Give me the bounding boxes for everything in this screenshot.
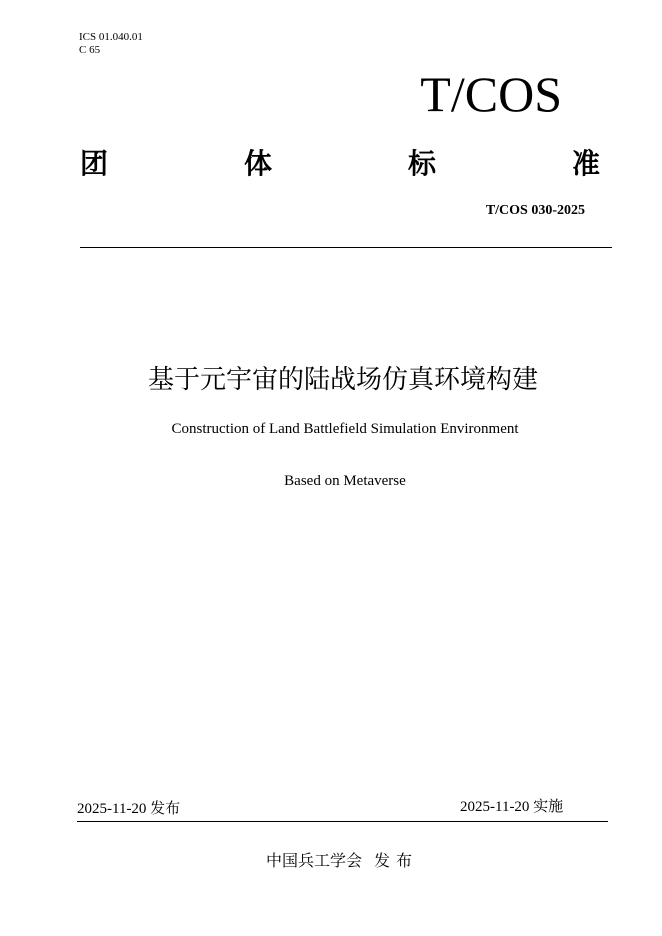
standard-type-char: 准 <box>571 147 600 180</box>
publisher-name: 中国兵工学会 <box>265 851 362 870</box>
document-title-english-line1: Construction of Land Battlefield Simulation Environment <box>171 421 519 437</box>
publisher <box>0 851 662 871</box>
standard-type-char: 体 <box>243 147 272 180</box>
ccs-code: C 65 <box>79 44 101 56</box>
issue-date: 2025-11-20 发布 <box>77 801 181 817</box>
standard-type-char: 团 <box>80 147 109 180</box>
document-title-english-line2: Based on Metaverse <box>284 473 406 489</box>
implementation-date: 2025-11-20 实施 <box>460 799 564 815</box>
classification-codes <box>79 31 143 57</box>
document-title-chinese: 基于元宇宙的陆战场仿真环境构建 <box>147 365 538 395</box>
header-divider <box>80 247 612 248</box>
organization-mark: T/COS <box>420 66 562 122</box>
ics-code: ICS 01.040.01 <box>79 31 143 43</box>
footer-divider <box>77 821 608 822</box>
standard-type-heading <box>80 146 600 182</box>
standard-type-char: 标 <box>407 147 436 180</box>
publisher-action: 发布 <box>374 851 419 870</box>
standard-number: T/COS 030-2025 <box>485 203 585 218</box>
